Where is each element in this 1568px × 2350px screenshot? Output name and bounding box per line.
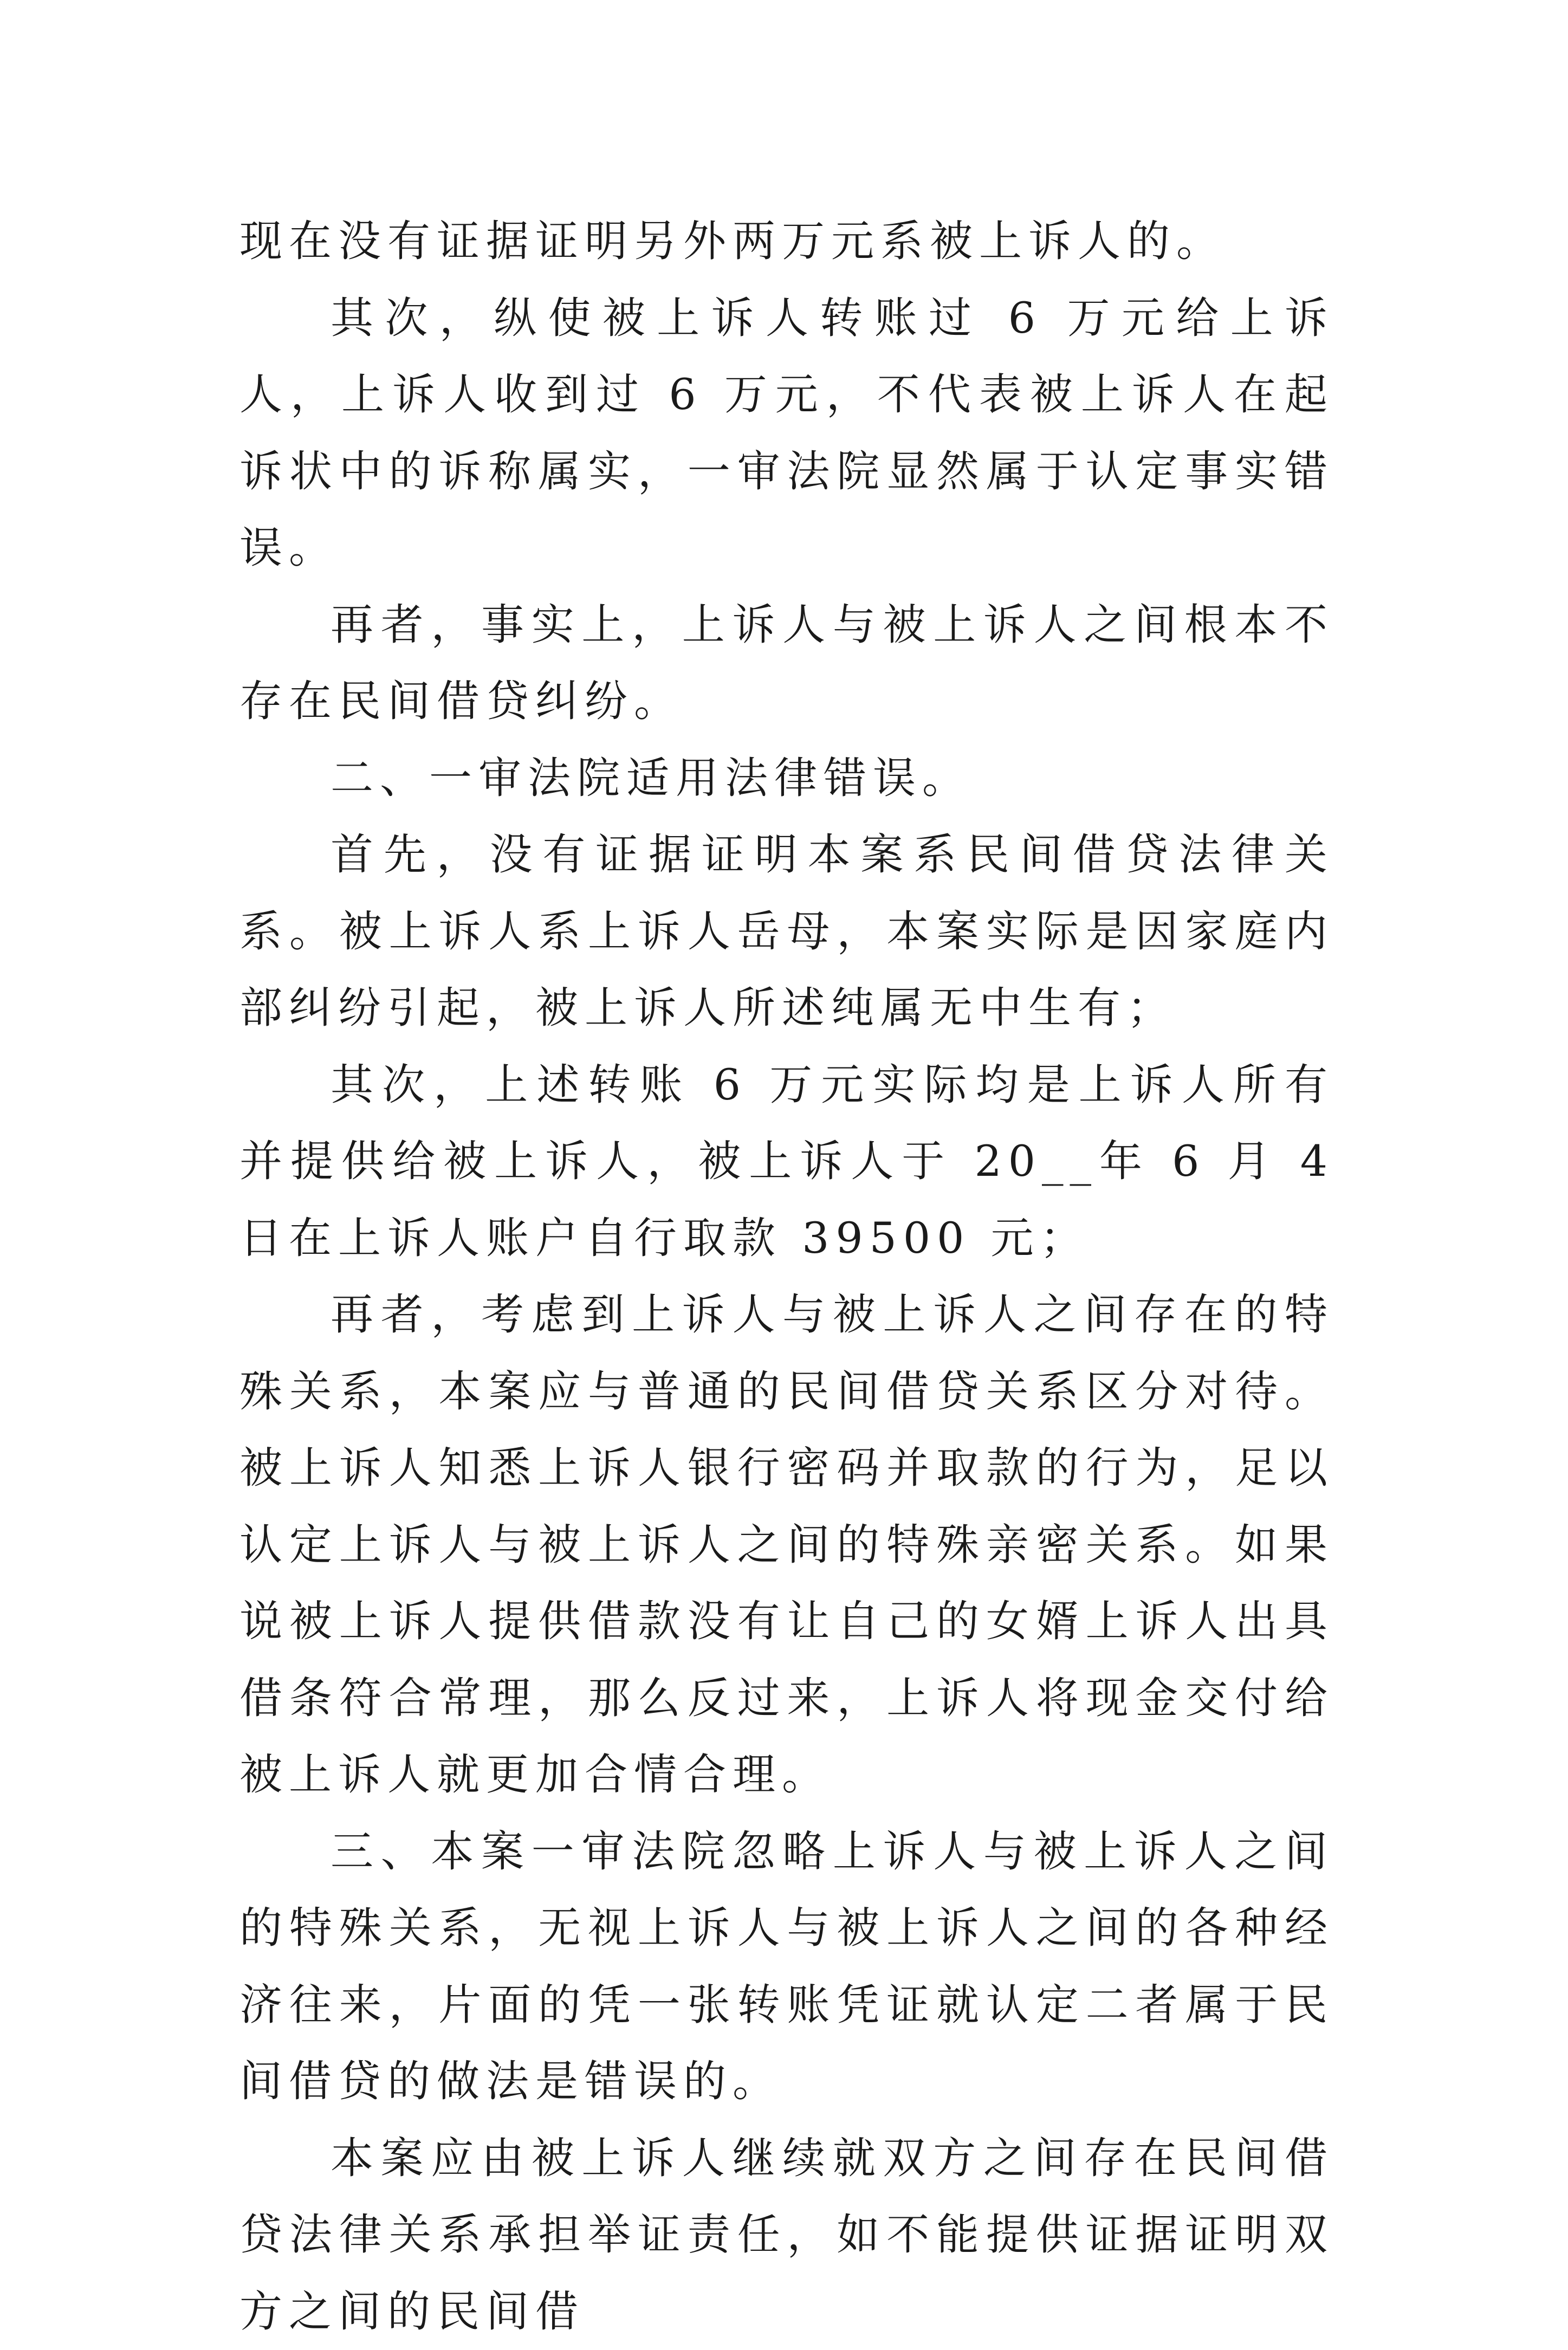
paragraph-second-point: 其次，上述转账 6 万元实际均是上诉人所有并提供给被上诉人，被上诉人于 20__年 6 月 4 日在上诉人账户自行取款 39500 元； <box>239 1047 1334 1277</box>
document-body <box>239 203 1334 2350</box>
paragraph-third-point: 再者，考虑到上诉人与被上诉人之间存在的特殊关系，本案应与普通的民间借贷关系区分对待。被上诉人知悉上诉人银行密码并取款的行为，足以认定上诉人与被上诉人之间的特殊亲密关系。如果说被上诉人提供借款没有让自己的女婿上诉人出具借条符合常理，那么反过来，上诉人将现金交付给被上诉人就更加合情合理。 <box>239 1277 1334 1814</box>
paragraph-furthermore: 再者，事实上，上诉人与被上诉人之间根本不存在民间借贷纠纷。 <box>239 587 1334 740</box>
paragraph-burden-of-proof: 本案应由被上诉人继续就双方之间存在民间借贷法律关系承担举证责任，如不能提供证据证明双方之间的民间借 <box>239 2120 1334 2350</box>
paragraph-first-point: 首先，没有证据证明本案系民间借贷法律关系。被上诉人系上诉人岳母，本案实际是因家庭内部纠纷引起，被上诉人所述纯属无中生有； <box>239 817 1334 1047</box>
paragraph-secondly: 其次，纵使被上诉人转账过 6 万元给上诉人，上诉人收到过 6 万元，不代表被上诉人在起诉状中的诉称属实，一审法院显然属于认定事实错误。 <box>239 280 1334 587</box>
section-heading-three: 三、本案一审法院忽略上诉人与被上诉人之间的特殊关系，无视上诉人与被上诉人之间的各种经济往来，片面的凭一张转账凭证就认定二者属于民间借贷的做法是错误的。 <box>239 1814 1334 2120</box>
paragraph-continuation: 现在没有证据证明另外两万元系被上诉人的。 <box>239 203 1334 280</box>
section-heading-two: 二、一审法院适用法律错误。 <box>239 740 1334 817</box>
